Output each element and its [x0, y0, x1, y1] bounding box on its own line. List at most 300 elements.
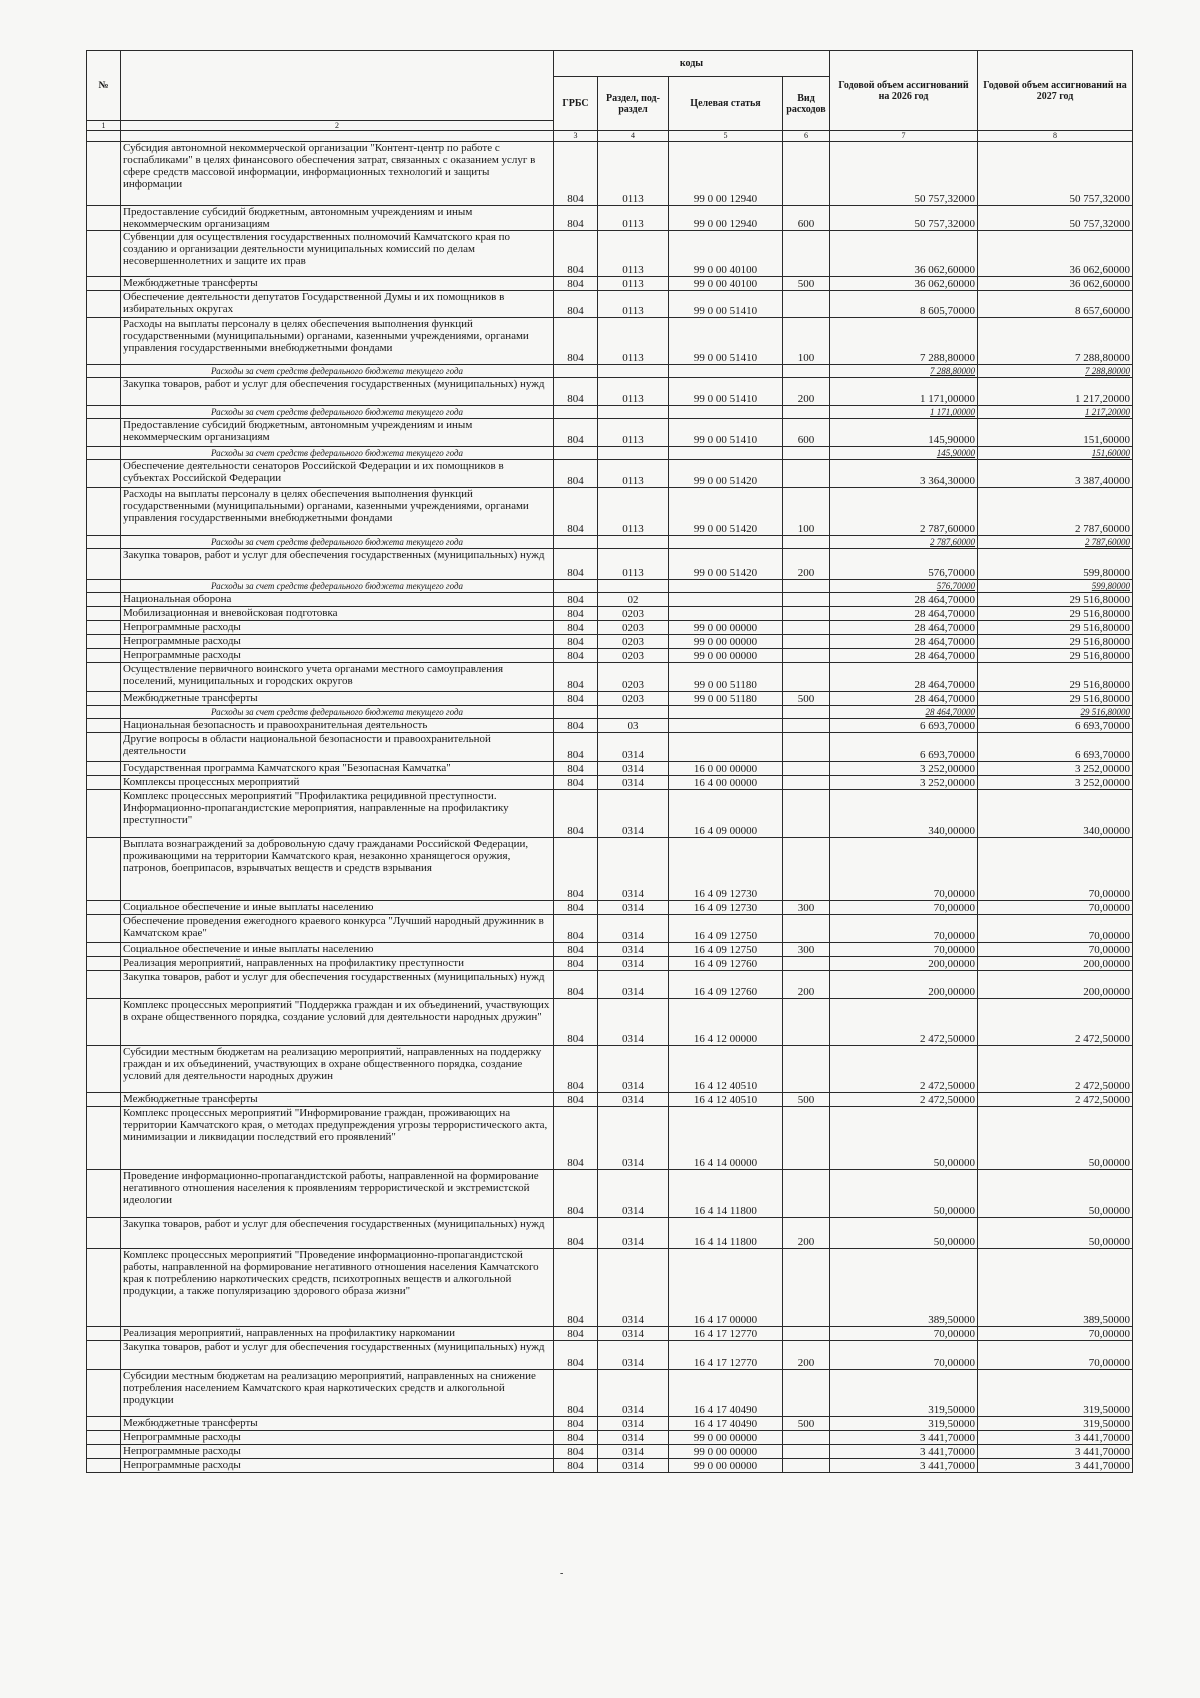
row-target-cell: 99 0 00 00000 [669, 635, 783, 649]
row-target-cell: 99 0 00 40100 [669, 231, 783, 277]
row-section-cell: 0314 [598, 838, 669, 901]
row-number-cell [87, 790, 121, 838]
row-exptype-cell [783, 1445, 830, 1459]
row-grbs-cell: 804 [554, 838, 598, 901]
row-grbs-cell: 804 [554, 593, 598, 607]
row-grbs-cell: 804 [554, 1370, 598, 1417]
row-grbs-cell: 804 [554, 719, 598, 733]
row-exptype-cell [783, 663, 830, 692]
budget-sheet [86, 50, 1132, 1473]
row-target-cell: 16 4 09 12730 [669, 901, 783, 915]
row-target-cell: 99 0 00 00000 [669, 621, 783, 635]
row-amount-2026-cell: 340,00000 [830, 790, 978, 838]
table-row [87, 1107, 1133, 1170]
row-exptype-cell [783, 719, 830, 733]
row-exptype-cell [783, 999, 830, 1046]
row-grbs-cell: 804 [554, 901, 598, 915]
row-number-cell [87, 593, 121, 607]
row-amount-2027-cell: 50,00000 [978, 1107, 1133, 1170]
row-amount-2026-cell: 28 464,70000 [830, 621, 978, 635]
header-num-8: 8 [978, 131, 1133, 142]
row-amount-2027-cell: 70,00000 [978, 915, 1133, 943]
row-amount-2027-cell: 599,80000 [978, 549, 1133, 580]
row-name-cell: Обеспечение проведения ежегодного краевого конкурса "Лучший народный дружинник в Камчатском крае" [121, 915, 554, 943]
header-name-blank [121, 51, 554, 121]
header-num-4: 4 [598, 131, 669, 142]
header-no: № [87, 51, 121, 121]
row-amount-2027-cell: 1 217,20000 [978, 406, 1133, 419]
row-amount-2027-cell: 50 757,32000 [978, 206, 1133, 231]
row-number-cell [87, 607, 121, 621]
table-row [87, 1249, 1133, 1327]
row-section-cell: 0113 [598, 460, 669, 488]
row-exptype-cell [783, 593, 830, 607]
row-number-cell [87, 971, 121, 999]
row-grbs-cell: 804 [554, 1341, 598, 1370]
row-grbs-cell [554, 365, 598, 378]
row-amount-2026-cell: 200,00000 [830, 971, 978, 999]
row-exptype-cell: 500 [783, 277, 830, 291]
row-section-cell: 0314 [598, 1370, 669, 1417]
row-amount-2027-cell: 3 441,70000 [978, 1445, 1133, 1459]
row-name-cell: Социальное обеспечение и иные выплаты населению [121, 901, 554, 915]
row-section-cell [598, 580, 669, 593]
row-number-cell [87, 277, 121, 291]
row-name-cell: Закупка товаров, работ и услуг для обеспечения государственных (муниципальных) нужд [121, 1218, 554, 1249]
row-grbs-cell: 804 [554, 733, 598, 762]
header-num-2: 2 [121, 121, 554, 131]
row-grbs-cell: 804 [554, 1459, 598, 1473]
row-number-cell [87, 838, 121, 901]
row-name-cell: Непрограммные расходы [121, 649, 554, 663]
row-name-cell: Национальная безопасность и правоохранительная деятельность [121, 719, 554, 733]
row-amount-2026-cell: 200,00000 [830, 957, 978, 971]
row-target-cell: 99 0 00 12940 [669, 142, 783, 206]
row-name-cell: Межбюджетные трансферты [121, 277, 554, 291]
row-section-cell: 0113 [598, 291, 669, 318]
row-target-cell: 16 4 17 40490 [669, 1417, 783, 1431]
table-row [87, 790, 1133, 838]
row-section-cell: 0113 [598, 206, 669, 231]
table-row-federal-note [87, 536, 1133, 549]
row-amount-2027-cell: 7 288,80000 [978, 365, 1133, 378]
row-amount-2027-cell: 6 693,70000 [978, 719, 1133, 733]
row-name-cell: Обеспечение деятельности депутатов Государственной Думы и их помощников в избирательных округах [121, 291, 554, 318]
row-name-cell: Закупка товаров, работ и услуг для обеспечения государственных (муниципальных) нужд [121, 1341, 554, 1370]
row-name-cell: Комплекс процессных мероприятий "Информирование граждан, проживающих на территории Камчатского края, о методах предупреждения угрозы террористического акта, минимизации и ликвидации последствий его проявлений" [121, 1107, 554, 1170]
header-codes: коды [554, 51, 830, 77]
row-amount-2027-cell: 29 516,80000 [978, 593, 1133, 607]
row-exptype-cell [783, 231, 830, 277]
row-amount-2026-cell: 70,00000 [830, 1341, 978, 1370]
row-name-cell: Проведение информационно-пропагандистской работы, направленной на формирование негативного отношения населения к проявлениям террористической и экстремистской идеологии [121, 1170, 554, 1218]
row-section-cell: 0203 [598, 621, 669, 635]
row-name-cell: Реализация мероприятий, направленных на профилактику наркомании [121, 1327, 554, 1341]
row-target-cell: 16 4 12 40510 [669, 1093, 783, 1107]
row-amount-2027-cell: 29 516,80000 [978, 621, 1133, 635]
row-amount-2027-cell: 70,00000 [978, 901, 1133, 915]
row-section-cell [598, 406, 669, 419]
row-amount-2026-cell: 36 062,60000 [830, 231, 978, 277]
row-exptype-cell [783, 776, 830, 790]
row-grbs-cell: 804 [554, 957, 598, 971]
row-exptype-cell [783, 706, 830, 719]
row-amount-2026-cell: 7 288,80000 [830, 365, 978, 378]
row-grbs-cell: 804 [554, 1445, 598, 1459]
table-row [87, 378, 1133, 406]
row-amount-2026-cell: 70,00000 [830, 838, 978, 901]
row-amount-2027-cell: 8 657,60000 [978, 291, 1133, 318]
row-target-cell: 99 0 00 51410 [669, 419, 783, 447]
row-amount-2026-cell: 3 441,70000 [830, 1445, 978, 1459]
row-section-cell [598, 447, 669, 460]
row-exptype-cell [783, 1459, 830, 1473]
row-exptype-cell [783, 1170, 830, 1218]
row-number-cell [87, 776, 121, 790]
row-amount-2027-cell: 319,50000 [978, 1417, 1133, 1431]
row-grbs-cell: 804 [554, 277, 598, 291]
row-exptype-cell [783, 1327, 830, 1341]
row-name-cell: Непрограммные расходы [121, 621, 554, 635]
row-number-cell [87, 957, 121, 971]
row-exptype-cell [783, 406, 830, 419]
row-number-cell [87, 1093, 121, 1107]
row-name-cell: Расходы за счет средств федерального бюджета текущего года [121, 706, 554, 719]
row-name-cell: Субвенции для осуществления государственных полномочий Камчатского края по созданию и организации деятельности муниципальных комиссий по делам несовершеннолетних и защите их прав [121, 231, 554, 277]
row-section-cell: 02 [598, 593, 669, 607]
row-number-cell [87, 692, 121, 706]
row-exptype-cell [783, 915, 830, 943]
row-number-cell [87, 1170, 121, 1218]
header-num-6: 6 [783, 131, 830, 142]
row-target-cell: 99 0 00 51410 [669, 318, 783, 365]
row-amount-2026-cell: 28 464,70000 [830, 663, 978, 692]
row-name-cell: Расходы за счет средств федерального бюджета текущего года [121, 406, 554, 419]
table-row [87, 1417, 1133, 1431]
row-amount-2026-cell: 2 472,50000 [830, 999, 978, 1046]
row-amount-2026-cell: 28 464,70000 [830, 649, 978, 663]
row-number-cell [87, 1046, 121, 1093]
row-name-cell: Расходы за счет средств федерального бюджета текущего года [121, 447, 554, 460]
row-grbs-cell: 804 [554, 971, 598, 999]
row-grbs-cell [554, 706, 598, 719]
row-number-cell [87, 1341, 121, 1370]
table-row [87, 915, 1133, 943]
row-grbs-cell: 804 [554, 649, 598, 663]
row-amount-2026-cell: 70,00000 [830, 901, 978, 915]
row-name-cell: Расходы на выплаты персоналу в целях обеспечения выполнения функций государственными (муниципальными) органами, казенными учреждениями, органами управления государственными внебюджетными фондами [121, 488, 554, 536]
row-exptype-cell [783, 1107, 830, 1170]
row-grbs-cell: 804 [554, 378, 598, 406]
row-amount-2027-cell: 2 472,50000 [978, 1093, 1133, 1107]
row-amount-2027-cell: 70,00000 [978, 943, 1133, 957]
row-name-cell: Комплекс процессных мероприятий "Проведение информационно-пропагандистской работы, направленной на формирование негативного отношения населения Камчатского края к потреблению наркотических средств, психотропных веществ и алкогольной продукции, а также популяризацию здорового образа жизни" [121, 1249, 554, 1327]
row-target-cell [669, 365, 783, 378]
row-name-cell: Межбюджетные трансферты [121, 1417, 554, 1431]
row-amount-2026-cell: 3 252,00000 [830, 776, 978, 790]
row-amount-2026-cell: 145,90000 [830, 419, 978, 447]
row-section-cell: 0113 [598, 318, 669, 365]
row-number-cell [87, 901, 121, 915]
row-section-cell: 0314 [598, 1417, 669, 1431]
table-row [87, 1431, 1133, 1445]
row-name-cell: Непрограммные расходы [121, 1459, 554, 1473]
row-number-cell [87, 460, 121, 488]
row-name-cell: Мобилизационная и вневойсковая подготовка [121, 607, 554, 621]
row-section-cell: 0314 [598, 1218, 669, 1249]
row-section-cell: 0314 [598, 1431, 669, 1445]
row-section-cell: 0203 [598, 607, 669, 621]
table-row-federal-note [87, 406, 1133, 419]
row-exptype-cell [783, 460, 830, 488]
row-amount-2026-cell: 2 472,50000 [830, 1046, 978, 1093]
row-exptype-cell: 500 [783, 692, 830, 706]
row-exptype-cell [783, 1370, 830, 1417]
row-exptype-cell [783, 1431, 830, 1445]
row-section-cell: 0314 [598, 733, 669, 762]
row-section-cell: 0113 [598, 488, 669, 536]
table-row [87, 607, 1133, 621]
row-number-cell [87, 318, 121, 365]
table-row-federal-note [87, 580, 1133, 593]
table-row [87, 206, 1133, 231]
row-exptype-cell: 100 [783, 488, 830, 536]
row-name-cell: Непрограммные расходы [121, 1431, 554, 1445]
page-footer-mark: - [560, 1568, 564, 1579]
row-amount-2026-cell: 3 364,30000 [830, 460, 978, 488]
row-target-cell: 16 4 09 12750 [669, 943, 783, 957]
row-exptype-cell: 300 [783, 901, 830, 915]
row-grbs-cell [554, 536, 598, 549]
row-name-cell: Межбюджетные трансферты [121, 1093, 554, 1107]
row-name-cell: Реализация мероприятий, направленных на профилактику преступности [121, 957, 554, 971]
row-section-cell: 0314 [598, 957, 669, 971]
row-exptype-cell [783, 1249, 830, 1327]
row-amount-2026-cell: 50 757,32000 [830, 206, 978, 231]
row-amount-2026-cell: 389,50000 [830, 1249, 978, 1327]
row-number-cell [87, 621, 121, 635]
table-row [87, 1341, 1133, 1370]
row-target-cell: 16 4 09 12730 [669, 838, 783, 901]
row-name-cell: Комплексы процессных мероприятий [121, 776, 554, 790]
row-section-cell: 0314 [598, 901, 669, 915]
table-row [87, 957, 1133, 971]
row-amount-2026-cell: 1 171,00000 [830, 406, 978, 419]
row-grbs-cell [554, 580, 598, 593]
row-amount-2026-cell: 7 288,80000 [830, 318, 978, 365]
row-target-cell: 16 4 14 11800 [669, 1218, 783, 1249]
row-grbs-cell: 804 [554, 790, 598, 838]
row-grbs-cell: 804 [554, 762, 598, 776]
table-row-federal-note [87, 365, 1133, 378]
row-grbs-cell: 804 [554, 142, 598, 206]
row-name-cell: Предоставление субсидий бюджетным, автономным учреждениям и иным некоммерческим организациям [121, 419, 554, 447]
row-number-cell [87, 488, 121, 536]
row-name-cell: Закупка товаров, работ и услуг для обеспечения государственных (муниципальных) нужд [121, 378, 554, 406]
row-target-cell: 99 0 00 51420 [669, 460, 783, 488]
row-amount-2027-cell: 29 516,80000 [978, 663, 1133, 692]
row-section-cell: 0314 [598, 1459, 669, 1473]
row-section-cell: 0314 [598, 1249, 669, 1327]
header-num-3: 3 [554, 131, 598, 142]
row-section-cell: 0314 [598, 1341, 669, 1370]
row-exptype-cell [783, 957, 830, 971]
row-amount-2027-cell: 3 252,00000 [978, 776, 1133, 790]
row-target-cell: 16 4 14 11800 [669, 1170, 783, 1218]
row-number-cell [87, 1107, 121, 1170]
row-amount-2026-cell: 28 464,70000 [830, 706, 978, 719]
row-number-cell [87, 706, 121, 719]
table-row [87, 719, 1133, 733]
header-num-7: 7 [830, 131, 978, 142]
row-target-cell [669, 719, 783, 733]
table-row [87, 1459, 1133, 1473]
row-name-cell: Социальное обеспечение и иные выплаты населению [121, 943, 554, 957]
row-exptype-cell: 100 [783, 318, 830, 365]
row-target-cell: 16 4 17 40490 [669, 1370, 783, 1417]
row-name-cell: Закупка товаров, работ и услуг для обеспечения государственных (муниципальных) нужд [121, 549, 554, 580]
row-amount-2027-cell: 36 062,60000 [978, 277, 1133, 291]
row-target-cell [669, 406, 783, 419]
row-amount-2027-cell: 29 516,80000 [978, 692, 1133, 706]
row-amount-2027-cell: 1 217,20000 [978, 378, 1133, 406]
row-amount-2027-cell: 2 787,60000 [978, 488, 1133, 536]
row-number-cell [87, 999, 121, 1046]
table-row [87, 1370, 1133, 1417]
row-name-cell: Расходы за счет средств федерального бюджета текущего года [121, 365, 554, 378]
row-exptype-cell [783, 621, 830, 635]
row-section-cell: 0113 [598, 378, 669, 406]
row-exptype-cell: 500 [783, 1093, 830, 1107]
row-number-cell [87, 419, 121, 447]
table-row [87, 419, 1133, 447]
table-row [87, 901, 1133, 915]
row-name-cell: Непрограммные расходы [121, 635, 554, 649]
row-amount-2027-cell: 340,00000 [978, 790, 1133, 838]
table-row [87, 762, 1133, 776]
row-name-cell: Государственная программа Камчатского края "Безопасная Камчатка" [121, 762, 554, 776]
row-target-cell: 16 4 09 00000 [669, 790, 783, 838]
row-section-cell: 0314 [598, 1046, 669, 1093]
row-grbs-cell [554, 406, 598, 419]
row-number-cell [87, 536, 121, 549]
header-num-blank [121, 131, 554, 142]
header-num-blank [87, 131, 121, 142]
row-number-cell [87, 1459, 121, 1473]
row-name-cell: Расходы за счет средств федерального бюджета текущего года [121, 536, 554, 549]
row-section-cell: 0113 [598, 142, 669, 206]
row-exptype-cell [783, 635, 830, 649]
row-number-cell [87, 733, 121, 762]
row-grbs-cell: 804 [554, 206, 598, 231]
row-number-cell [87, 762, 121, 776]
row-section-cell: 0314 [598, 971, 669, 999]
row-amount-2027-cell: 200,00000 [978, 957, 1133, 971]
header-num-1: 1 [87, 121, 121, 131]
row-number-cell [87, 1218, 121, 1249]
row-target-cell: 99 0 00 00000 [669, 1431, 783, 1445]
table-row [87, 142, 1133, 206]
row-number-cell [87, 291, 121, 318]
row-exptype-cell [783, 536, 830, 549]
row-amount-2027-cell: 29 516,80000 [978, 607, 1133, 621]
row-name-cell: Выплата вознаграждений за добровольную сдачу гражданами Российской Федерации, проживающими на территории Камчатского края, незаконно хранящегося оружия, патронов, боеприпасов, взрывчатых веществ и средств взрывания [121, 838, 554, 901]
row-name-cell: Расходы за счет средств федерального бюджета текущего года [121, 580, 554, 593]
row-amount-2026-cell: 2 472,50000 [830, 1093, 978, 1107]
row-target-cell: 16 4 09 12750 [669, 915, 783, 943]
row-exptype-cell: 200 [783, 1341, 830, 1370]
row-name-cell: Другие вопросы в области национальной безопасности и правоохранительной деятельности [121, 733, 554, 762]
row-target-cell: 99 0 00 00000 [669, 649, 783, 663]
row-number-cell [87, 943, 121, 957]
row-section-cell: 0314 [598, 790, 669, 838]
row-amount-2026-cell: 6 693,70000 [830, 719, 978, 733]
row-amount-2027-cell: 3 441,70000 [978, 1459, 1133, 1473]
row-section-cell: 03 [598, 719, 669, 733]
row-section-cell: 0314 [598, 1107, 669, 1170]
row-amount-2027-cell: 50 757,32000 [978, 142, 1133, 206]
row-amount-2026-cell: 576,70000 [830, 549, 978, 580]
row-exptype-cell: 500 [783, 1417, 830, 1431]
row-target-cell: 16 4 09 12760 [669, 957, 783, 971]
table-row [87, 776, 1133, 790]
row-name-cell: Комплекс процессных мероприятий "Поддержка граждан и их объединений, участвующих в охране общественного порядка, создание условий для деятельности народных дружин" [121, 999, 554, 1046]
row-number-cell [87, 663, 121, 692]
row-grbs-cell: 804 [554, 231, 598, 277]
table-row [87, 733, 1133, 762]
table-row [87, 1093, 1133, 1107]
row-amount-2026-cell: 36 062,60000 [830, 277, 978, 291]
row-target-cell [669, 593, 783, 607]
row-amount-2026-cell: 576,70000 [830, 580, 978, 593]
row-amount-2027-cell: 3 441,70000 [978, 1431, 1133, 1445]
row-target-cell: 16 4 09 12760 [669, 971, 783, 999]
row-amount-2027-cell: 3 387,40000 [978, 460, 1133, 488]
row-amount-2026-cell: 50,00000 [830, 1170, 978, 1218]
row-number-cell [87, 142, 121, 206]
header-section: Раздел, под-раздел [598, 77, 669, 131]
row-exptype-cell: 600 [783, 206, 830, 231]
row-section-cell: 0113 [598, 277, 669, 291]
row-section-cell: 0314 [598, 915, 669, 943]
row-amount-2026-cell: 70,00000 [830, 915, 978, 943]
row-amount-2026-cell: 319,50000 [830, 1417, 978, 1431]
table-row [87, 277, 1133, 291]
row-name-cell: Межбюджетные трансферты [121, 692, 554, 706]
row-name-cell: Комплекс процессных мероприятий "Профилактика рецидивной преступности. Информационно-пропагандистские мероприятия, направленные на профилактику преступности" [121, 790, 554, 838]
row-target-cell: 99 0 00 40100 [669, 277, 783, 291]
table-row [87, 635, 1133, 649]
row-target-cell: 16 4 14 00000 [669, 1107, 783, 1170]
row-amount-2026-cell: 70,00000 [830, 1327, 978, 1341]
row-grbs-cell: 804 [554, 1417, 598, 1431]
row-grbs-cell: 804 [554, 1170, 598, 1218]
row-name-cell: Непрограммные расходы [121, 1445, 554, 1459]
row-section-cell: 0314 [598, 943, 669, 957]
row-target-cell [669, 536, 783, 549]
row-section-cell: 0314 [598, 999, 669, 1046]
table-row [87, 593, 1133, 607]
row-exptype-cell [783, 838, 830, 901]
row-grbs-cell: 804 [554, 1093, 598, 1107]
row-exptype-cell [783, 580, 830, 593]
row-exptype-cell [783, 649, 830, 663]
table-body [87, 142, 1133, 1473]
row-grbs-cell: 804 [554, 291, 598, 318]
table-row [87, 318, 1133, 365]
row-exptype-cell [783, 607, 830, 621]
row-amount-2027-cell: 70,00000 [978, 1327, 1133, 1341]
